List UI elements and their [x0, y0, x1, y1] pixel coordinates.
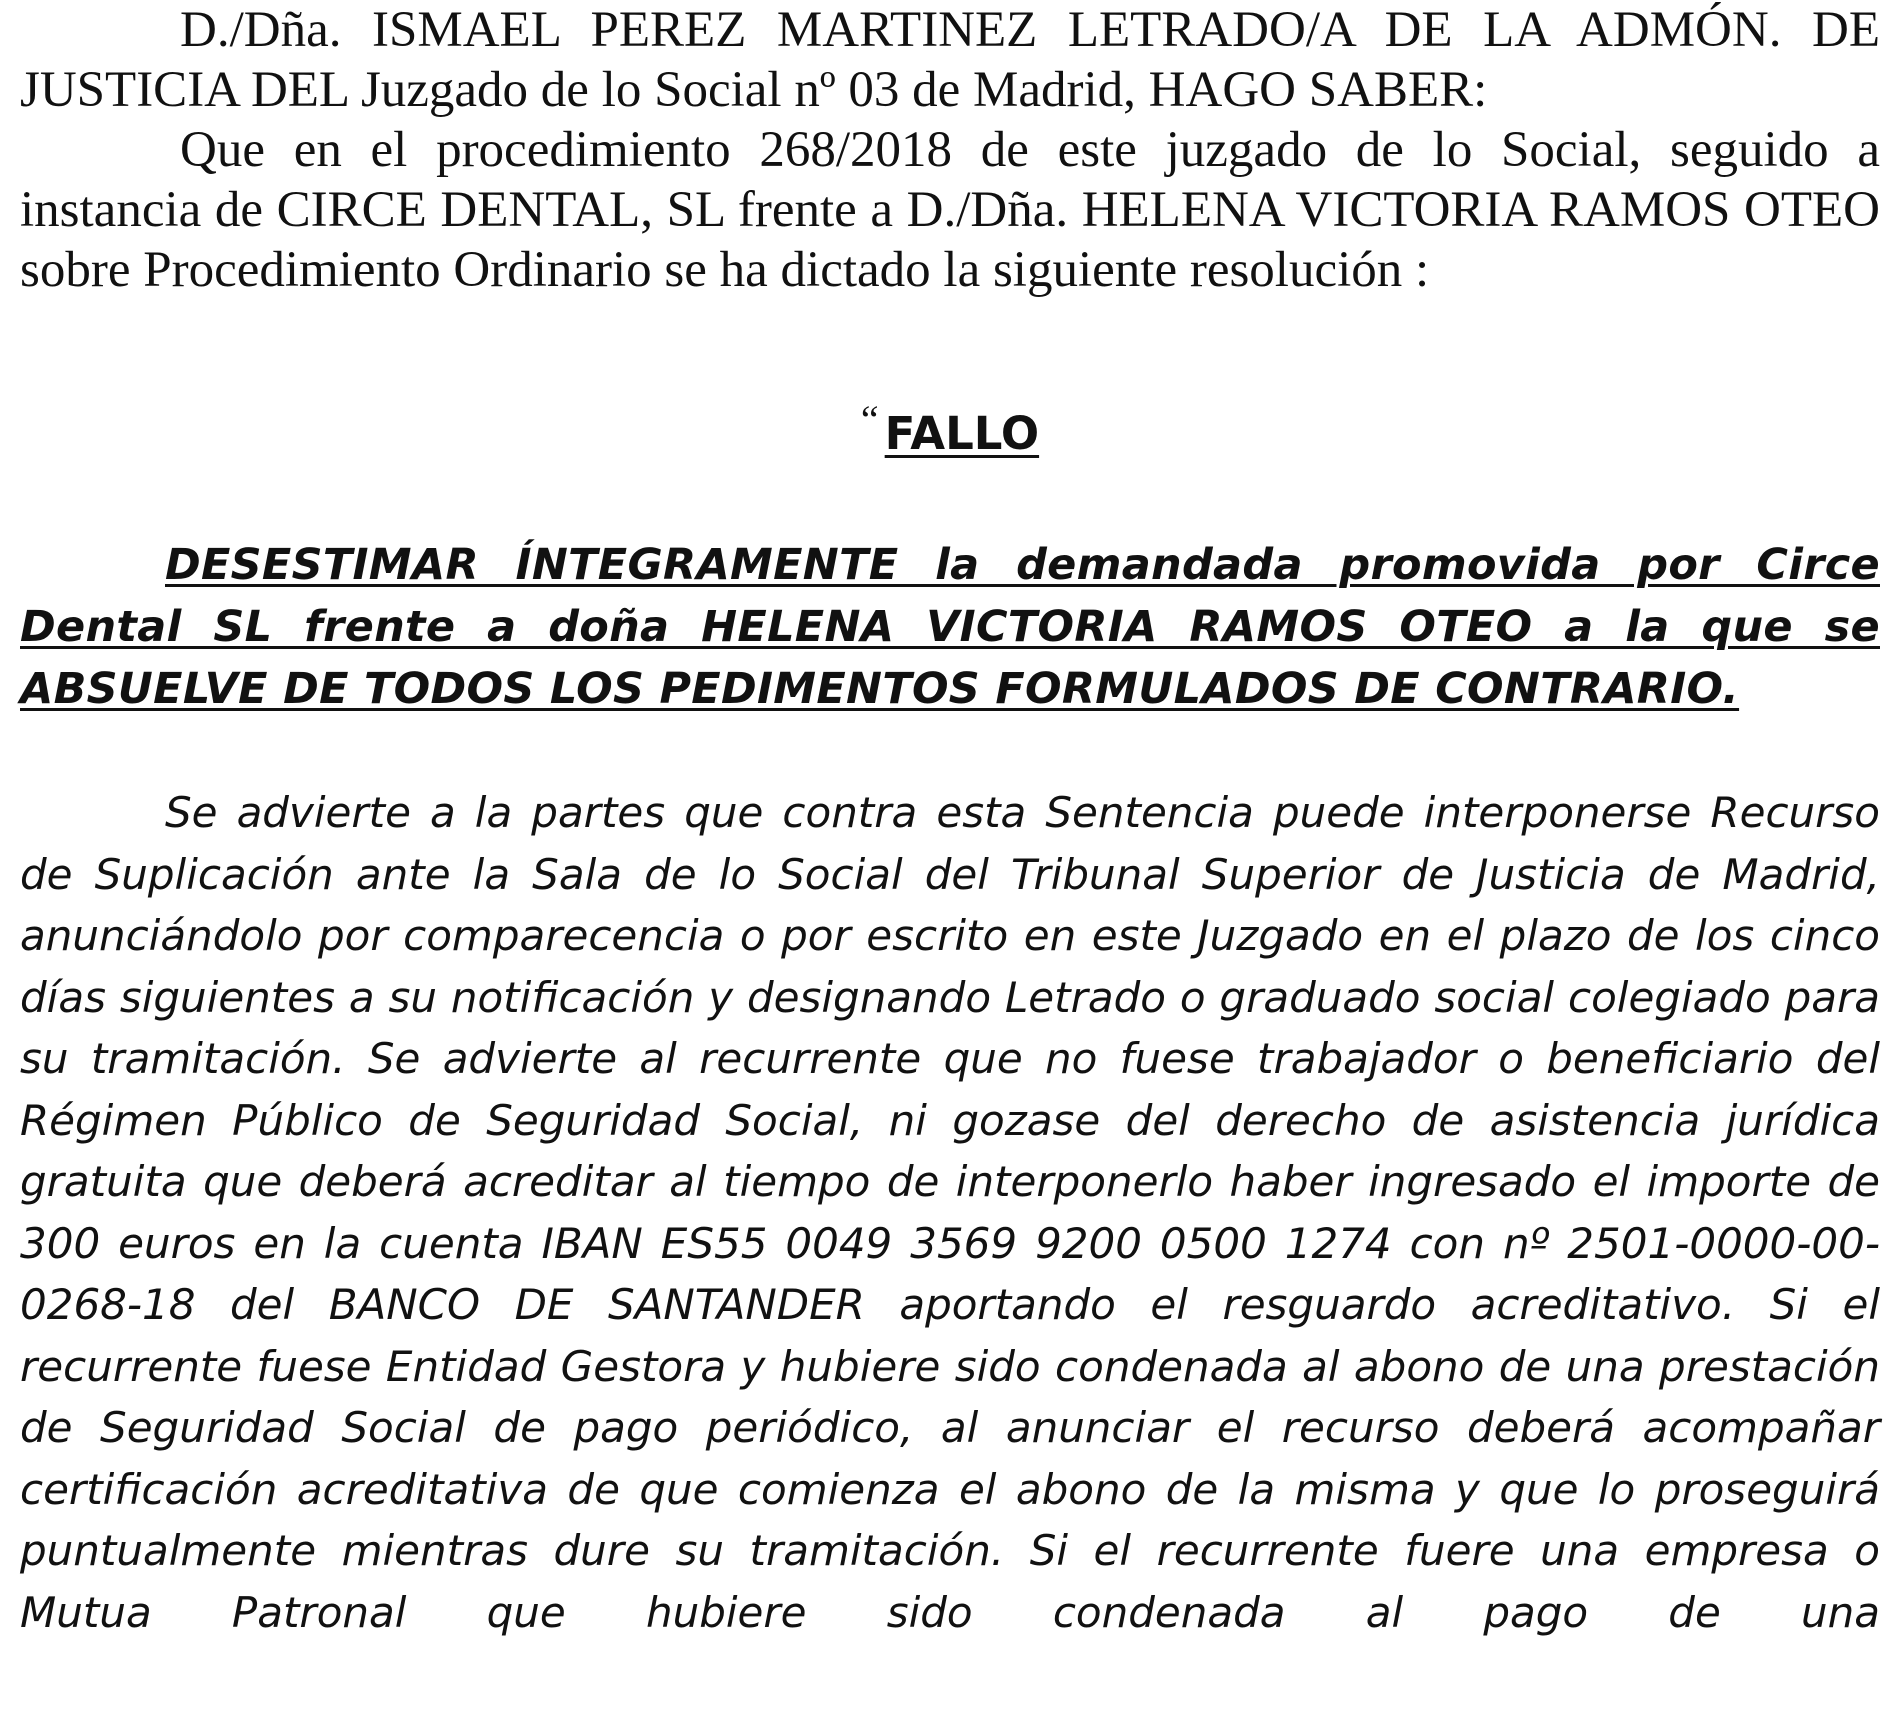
ruling-text: DESESTIMAR ÍNTEGRAMENTE la demandada promovida por Circe Dental SL frente a doña HELENA VICTORIA RAMOS OTEO a la que se ABSUELVE DE TODOS LOS PEDIMENTOS FORMULADOS DE CONTRARIO. [20, 540, 1880, 714]
heading-text: FALLO [884, 407, 1040, 460]
document-page [20, 0, 1880, 1716]
heading-quote: “ [860, 397, 879, 442]
notice-paragraph: Se advierte a la partes que contra esta Sentencia puede interponerse Recurso de Suplicación ante la Sala de lo Social del Tribunal Superior de Justicia de Madrid, anunciándolo por comparecencia o por escrito en este Juzgado en el plazo de los cinco días siguientes a su notificación y designando Letrado o graduado social colegiado para su tramitación. Se advierte al recurrente que no fuese trabajador o beneficiario del Régimen Público de Seguridad Social, ni gozase del derecho de asistencia jurídica gratuita que deberá acreditar al tiempo de interponerlo haber ingresado el importe de 300 euros en la cuenta IBAN ES55 0049 3569 9200 0500 1274 con nº 2501-0000-00-0268-18 del BANCO DE SANTANDER aportando el resguardo acreditativo. Si el recurrente fuese Entidad Gestora y hubiere sido condenada al abono de una prestación de Seguridad Social de pago periódico, al anunciar el recurso deberá acompañar certificación acreditativa de que comienza el abono de la misma y que lo proseguirá puntualmente mientras dure su tramitación. Si el recurrente fuere una empresa o Mutua Patronal que hubiere sido condenada al pago de una [20, 788, 1880, 1637]
fallo-heading [20, 390, 1880, 464]
procedure-paragraph: Que en el procedimiento 268/2018 de este juzgado de lo Social, seguido a instancia de CIRCE DENTAL, SL frente a D./Dña. HELENA VICTORIA RAMOS OTEO sobre Procedimiento Ordinario se ha dictado la siguiente resolución : [20, 122, 1880, 298]
intro-paragraph: D./Dña. ISMAEL PEREZ MARTINEZ LETRADO/A DE LA ADMÓN. DE JUSTICIA DEL Juzgado de lo Social nº 03 de Madrid, HAGO SABER: [20, 2, 1880, 118]
ruling-paragraph [20, 534, 1880, 720]
